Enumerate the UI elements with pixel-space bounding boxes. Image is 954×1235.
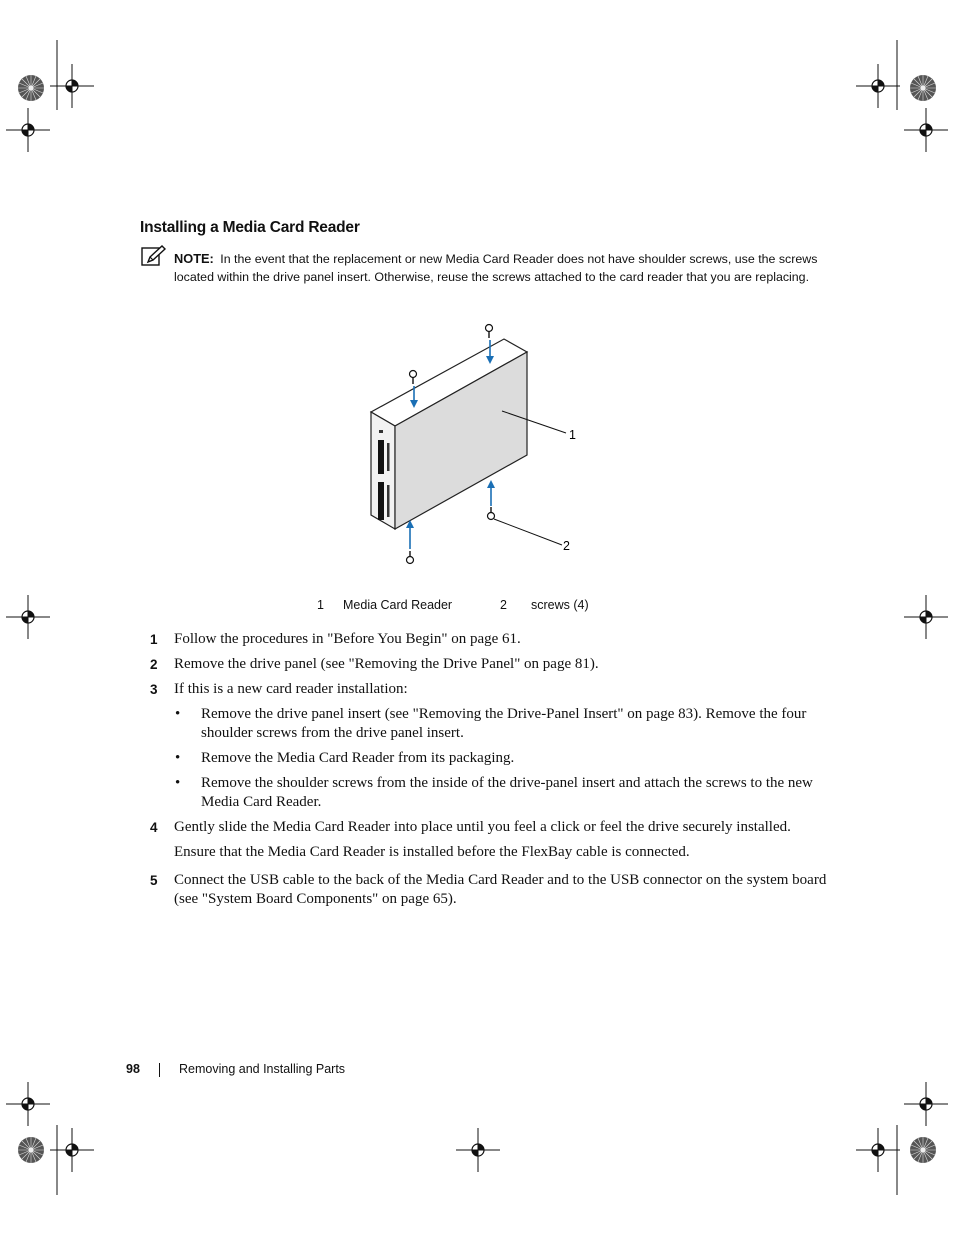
star-target-mark-top-right [910,75,936,101]
step-number: 3 [150,682,158,697]
step-number: 5 [150,873,158,888]
bullet-text: Remove the Media Card Reader from its packaging. [201,750,515,766]
crosshair-mark [456,1128,500,1172]
step-5 [150,871,830,909]
list-item [150,774,830,812]
screw-icon [407,551,414,564]
step-4-subtext: Ensure that the Media Card Reader is installed before the FlexBay cable is connected. [174,844,690,860]
procedure-steps [150,630,830,915]
crosshair-mark [6,595,50,639]
section-heading: Installing a Media Card Reader [140,219,360,236]
callout-1: 1 [569,428,576,442]
media-card-reader-figure [300,312,640,584]
star-target-mark-bottom-right [910,1137,936,1163]
legend-label-media-card-reader: Media Card Reader [343,598,453,612]
crosshair-mark [904,595,948,639]
step-text: Gently slide the Media Card Reader into place until you feel a click or feel the drive securely installed. [174,819,791,835]
crosshair-mark [856,64,900,108]
step-number: 2 [150,657,158,672]
screw-icon [486,325,493,339]
note-label: NOTE: [174,251,214,266]
chapter-title: Removing and Installing Parts [179,1062,346,1076]
page-number: 98 [126,1062,140,1076]
note-block [174,250,819,286]
media-card-reader-drawing [371,339,527,529]
legend-number-1: 1 [317,598,324,612]
step-text: Remove the drive panel (see "Removing the Drive Panel" on page 81). [174,656,599,672]
screw-icon [410,371,417,385]
crosshair-mark [6,1082,50,1126]
crosshair-mark [904,1082,948,1126]
legend-label-screws: screws (4) [531,598,589,612]
bullet-icon: • [175,750,181,766]
bullet-icon: • [175,706,181,722]
pencil-note-icon [141,245,167,269]
bullet-icon: • [175,775,181,791]
step-1 [150,630,830,649]
step-3 [150,680,830,699]
bullet-text: Remove the drive panel insert (see "Removing the Drive-Panel Insert" on page 83). Remove the four shoulder screws from the drive panel insert. [201,706,807,741]
crosshair-mark [856,1128,900,1172]
step-text: If this is a new card reader installation: [174,681,408,697]
crosshair-mark [904,108,948,152]
step-2 [150,655,830,674]
footer-divider [159,1063,160,1077]
list-item [150,705,830,743]
step-3-bullets [150,705,830,812]
bullet-text: Remove the shoulder screws from the inside of the drive-panel insert and attach the screws to the new Media Card Reader. [201,775,813,810]
callout-2: 2 [563,539,570,553]
screw-icon [488,507,495,520]
step-text: Follow the procedures in "Before You Begin" on page 61. [174,631,521,647]
step-4 [150,818,830,837]
star-target-mark-bottom-left [18,1137,44,1163]
step-text: Connect the USB cable to the back of the Media Card Reader and to the USB connector on the system board (see "System Board Components" on page 65). [174,872,827,907]
star-target-mark-top-left [18,75,44,101]
callout-leader-2 [494,519,562,545]
legend-number-2: 2 [500,598,507,612]
list-item [150,749,830,768]
crosshair-mark [6,108,50,152]
step-number: 4 [150,820,158,835]
step-number: 1 [150,632,158,647]
note-text: In the event that the replacement or new Media Card Reader does not have shoulder screws, use the screws located within the drive panel insert. Otherwise, reuse the screws attached to the card reader that you are replacing. [174,252,818,284]
